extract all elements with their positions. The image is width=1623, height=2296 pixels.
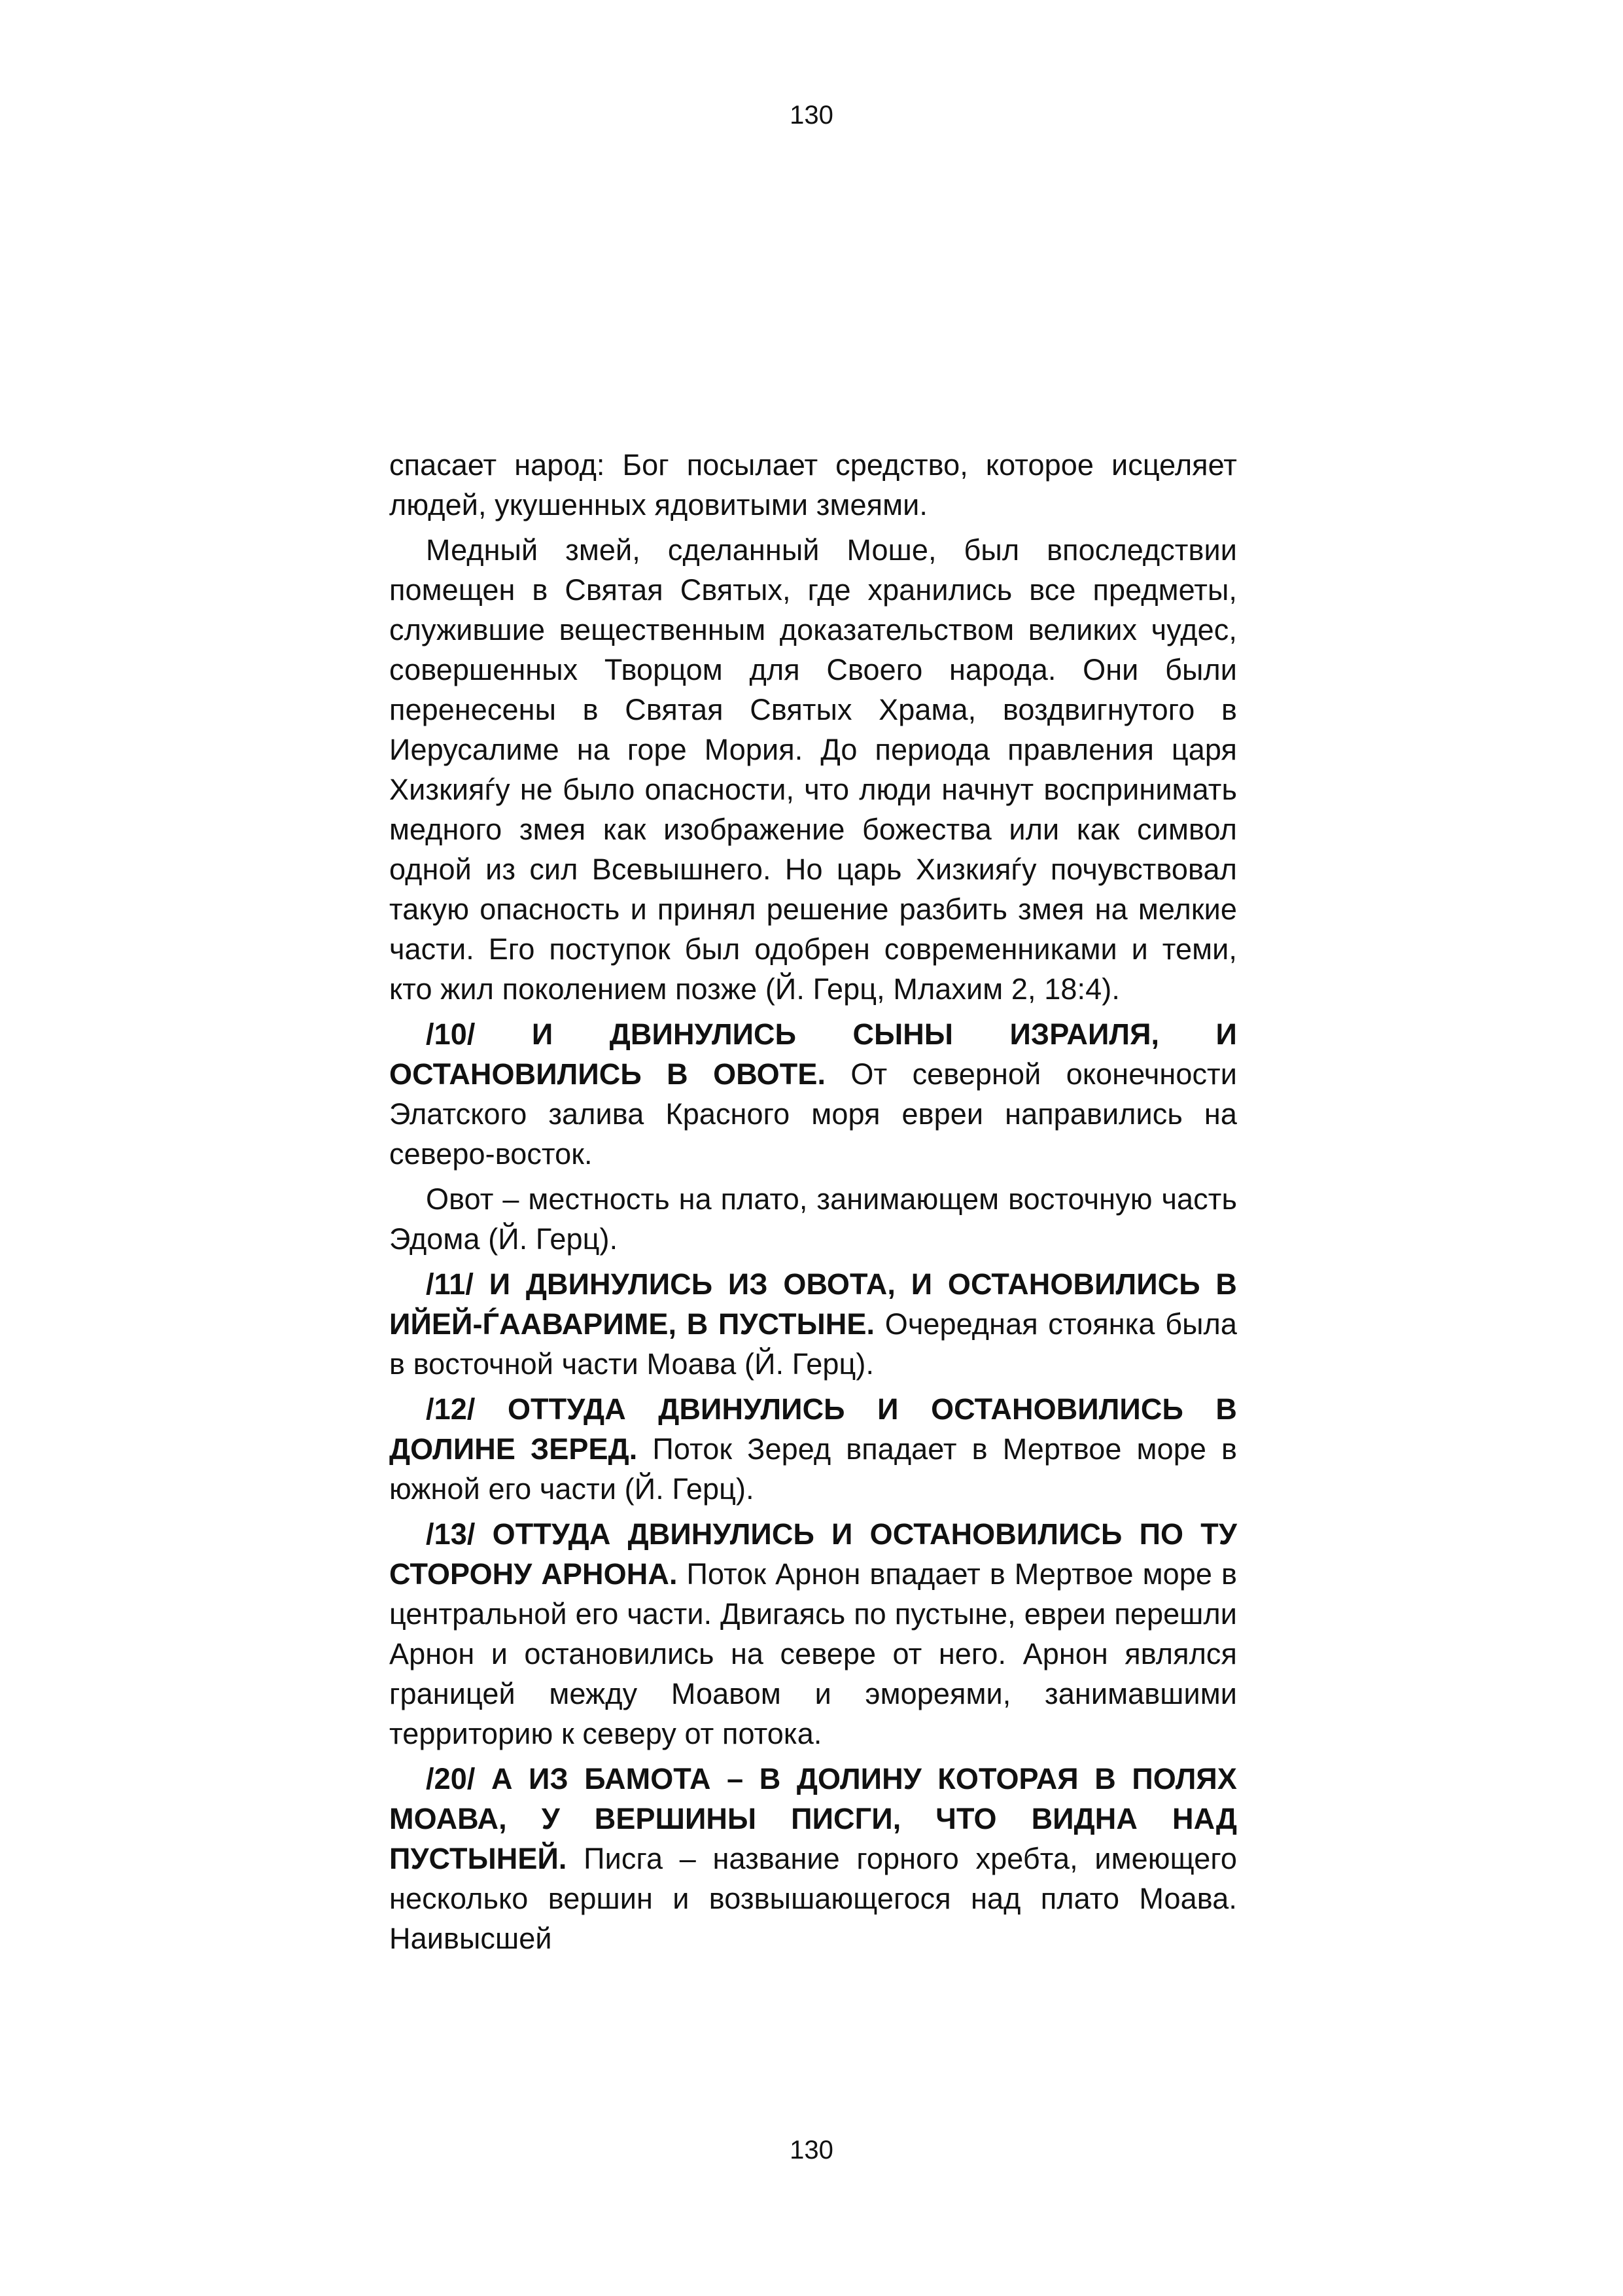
verse-12-text: Поток Зеред впадает в Мертвое море в южной его части (Й. Герц).: [389, 1432, 1237, 1506]
verse-11-paragraph: [389, 1264, 1237, 1384]
verse-12-paragraph: [389, 1389, 1237, 1509]
page-number-top: 130: [790, 101, 833, 130]
page-number-bottom: 130: [790, 2136, 833, 2164]
verse-13-text: Поток Арнон впадает в Мертвое море в центральной его части. Двигаясь по пустыне, евреи перешли Арнон и остановились на севере от него. Арнон являлся границей между Моавом и эмореями, занимавшими территорию к северу от потока.: [389, 1557, 1237, 1750]
verse-10-heading: /10/ И ДВИНУЛИСЬ СЫНЫ ИЗРАИЛЯ, И ОСТАНОВИЛИСЬ В ОВОТЕ.: [389, 1017, 1237, 1091]
verse-10-text: От северной оконечности Элатского залива Красного моря евреи направились на северо-восток.: [389, 1057, 1238, 1171]
paragraph-2-text: Медный змей, сделанный Моше, был впоследствии помещен в Святая Святых, где хранились все предметы, служившие вещественным доказательством великих чудес, совершенных Творцом для Своего народа. Они были перенесены в Святая Святых Храма, воздвигнутого в Иерусалиме на горе Мория. До периода правления царя Хизкияѓу не было опасности, что люди начнут воспринимать медного змея как изображение божества или как символ одной из сил Всевышнего. Но царь Хизкияѓу почувствовал такую опасность и принял решение разбить змея на мелкие части. Его поступок был одобрен современниками и теми, кто жил поколением позже (Й. Герц, Млахим 2, 18:4).: [389, 533, 1237, 1006]
verse-20-text: Писга – название горного хребта, имеющего несколько вершин и возвышающегося над плато Моава. Наивысшей: [389, 1842, 1237, 1955]
paragraph-ovot: [389, 1179, 1237, 1259]
verse-20-heading: /20/ А ИЗ БАМОТА – В ДОЛИНУ КОТОРАЯ В ПОЛЯХ МОАВА, У ВЕРШИНЫ ПИСГИ, ЧТО ВИДНА НАД ПУСТЫНЕЙ.: [389, 1762, 1237, 1875]
verse-11-text: Очередная стоянка была в восточной части Моава (Й. Герц).: [389, 1307, 1237, 1381]
body-text: [389, 445, 1237, 1964]
verse-12-heading: /12/ ОТТУДА ДВИНУЛИСЬ И ОСТАНОВИЛИСЬ В ДОЛИНЕ ЗЕРЕД.: [389, 1392, 1237, 1466]
verse-20-paragraph: [389, 1759, 1237, 1958]
paragraph-1-text: спасает народ: Бог посылает средство, которое исцеляет людей, укушенных ядовитыми змеями.: [389, 448, 1237, 521]
verse-13-paragraph: [389, 1514, 1237, 1754]
paragraph-2: [389, 530, 1237, 1009]
verse-13-heading: /13/ ОТТУДА ДВИНУЛИСЬ И ОСТАНОВИЛИСЬ ПО ТУ СТОРОНУ АРНОНА.: [389, 1517, 1237, 1591]
verse-11-heading: /11/ И ДВИНУЛИСЬ ИЗ ОВОТА, И ОСТАНОВИЛИСЬ В ИЙЕЙ-ЃААВАРИМЕ, В ПУСТЫНЕ.: [389, 1267, 1237, 1341]
paragraph-1: [389, 445, 1237, 525]
verse-10-paragraph: [389, 1014, 1237, 1174]
paragraph-ovot-text: Овот – местность на плато, занимающем восточную часть Эдома (Й. Герц).: [389, 1182, 1237, 1256]
